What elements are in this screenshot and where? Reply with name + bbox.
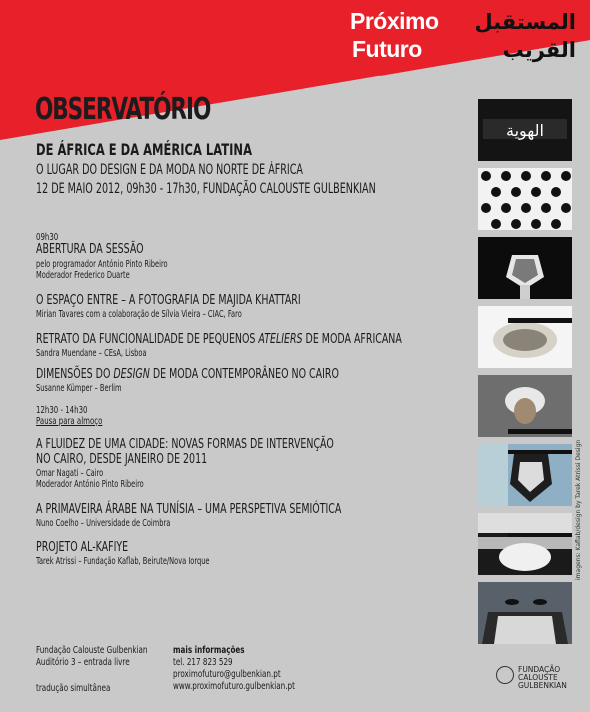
- session-title-1: ABERTURA DA SESSÃO: [36, 241, 144, 257]
- thumb-man-portrait: [478, 375, 572, 437]
- date-line: 12 DE MAIO 2012, 09h30 - 17h30, FUNDAÇÃO CALOUSTE GULBENKIAN: [36, 181, 376, 197]
- session-detail: Susanne Kümper – Berlim: [36, 383, 122, 394]
- gulbenkian-line: FUNDAÇÃO: [518, 665, 561, 674]
- session-detail: Nuno Coelho – Universidade de Coimbra: [36, 518, 171, 529]
- contact-info: [173, 645, 295, 693]
- time-start: 09h30: [36, 232, 59, 243]
- info-heading-text: mais informações: [173, 645, 245, 656]
- logo-ar-line2: القريب: [502, 38, 576, 62]
- contact-phone: tel. 217 823 529: [173, 657, 233, 668]
- thumb-identity-calligraphy: [478, 99, 572, 161]
- session-detail: Sandra Muendane – CEsA, Lisboa: [36, 348, 147, 359]
- gulbenkian-logo: [496, 662, 566, 692]
- session-title-italic: DESIGN: [113, 366, 150, 382]
- info-heading: [173, 645, 295, 657]
- session-detail: pelo programador António Pinto Ribeiro: [36, 259, 168, 270]
- session-title-part: DIMENSÕES DO: [36, 366, 114, 382]
- gulbenkian-seal-icon: [496, 666, 514, 684]
- image-credit: imagens: Kaflab/design by Tarek Atrissi Design: [575, 439, 582, 580]
- logo-pt-line1: Próximo: [350, 8, 439, 34]
- session-title-part: DE MODA CONTEMPORÂNEO NO CAIRO: [149, 366, 339, 382]
- page-subtitle: DE ÁFRICA E DA AMÉRICA LATINA: [36, 140, 252, 159]
- thumb-stencil-portrait: [478, 444, 572, 506]
- session-title-italic: ATELIERS: [258, 331, 303, 347]
- pause-label-text: Pausa para almoço: [36, 416, 103, 427]
- session-detail: Moderador Frederico Duarte: [36, 270, 130, 281]
- session-title-3: [36, 331, 402, 347]
- logo-ar-line1: المستقبل: [474, 10, 576, 34]
- session-title-part: DE MODA AFRICANA: [302, 331, 402, 347]
- session-title-part: RETRATO DA FUNCIONALIDADE DE PEQUENOS: [36, 331, 259, 347]
- proximo-futuro-logo: [308, 6, 576, 76]
- page-title: OBSERVATÓRIO: [35, 92, 211, 127]
- session-detail: Tarek Atrissi – Fundação Kaflab, Beirute/Nova Iorque: [36, 556, 210, 567]
- thumb-headscarf-figure: [478, 237, 572, 299]
- session-detail: Omar Nagati – Cairo: [36, 468, 104, 479]
- thumb-folded-scarf: [478, 306, 572, 368]
- topic-line: O LUGAR DO DESIGN E DA MODA NO NORTE DE ÁFRICA: [36, 162, 303, 178]
- session-detail: Moderador António Pinto Ribeiro: [36, 479, 144, 490]
- session-title-7: PROJETO AL-KAFIYE: [36, 539, 129, 555]
- venue-line: Auditório 3 – entrada livre: [36, 657, 130, 668]
- contact-website[interactable]: www.proximofuturo.gulbenkian.pt: [173, 681, 295, 692]
- gulbenkian-line: GULBENKIAN: [518, 681, 567, 690]
- session-title-5a: A FLUIDEZ DE UMA CIDADE: NOVAS FORMAS DE INTERVENÇÃO: [36, 436, 334, 452]
- venue-info: [36, 645, 147, 695]
- session-detail: Mirian Tavares com a colaboração de Sílvia Vieira – CIAC, Faro: [36, 309, 242, 320]
- venue-line: Fundação Calouste Gulbenkian: [36, 645, 148, 656]
- gulbenkian-wordmark: [518, 666, 567, 690]
- gulbenkian-line: CALOUSTE: [518, 673, 558, 682]
- venue-line: tradução simultânea: [36, 683, 111, 694]
- session-title-6: A PRIMAVEIRA ÁRABE NA TUNÍSIA – UMA PERSPETIVA SEMIÓTICA: [36, 501, 342, 517]
- contact-email[interactable]: proximofuturo@gulbenkian.pt: [173, 669, 281, 680]
- thumb-arabic-text: الهوية: [506, 121, 544, 140]
- session-title-4: [36, 366, 339, 382]
- session-title-5b: NO CAIRO, DESDE JANEIRO DE 2011: [36, 451, 208, 467]
- pause-time: 12h30 - 14h30: [36, 405, 88, 416]
- pause-label: [36, 416, 102, 427]
- logo-pt-line2: Futuro: [352, 36, 422, 62]
- thumb-keffiyeh-pattern: [478, 168, 572, 230]
- session-title-2: O ESPAÇO ENTRE – A FOTOGRAFIA DE MAJIDA KHATTARI: [36, 292, 301, 308]
- thumb-eyes-scarf: [478, 582, 572, 644]
- thumb-veiled-face: [478, 513, 572, 575]
